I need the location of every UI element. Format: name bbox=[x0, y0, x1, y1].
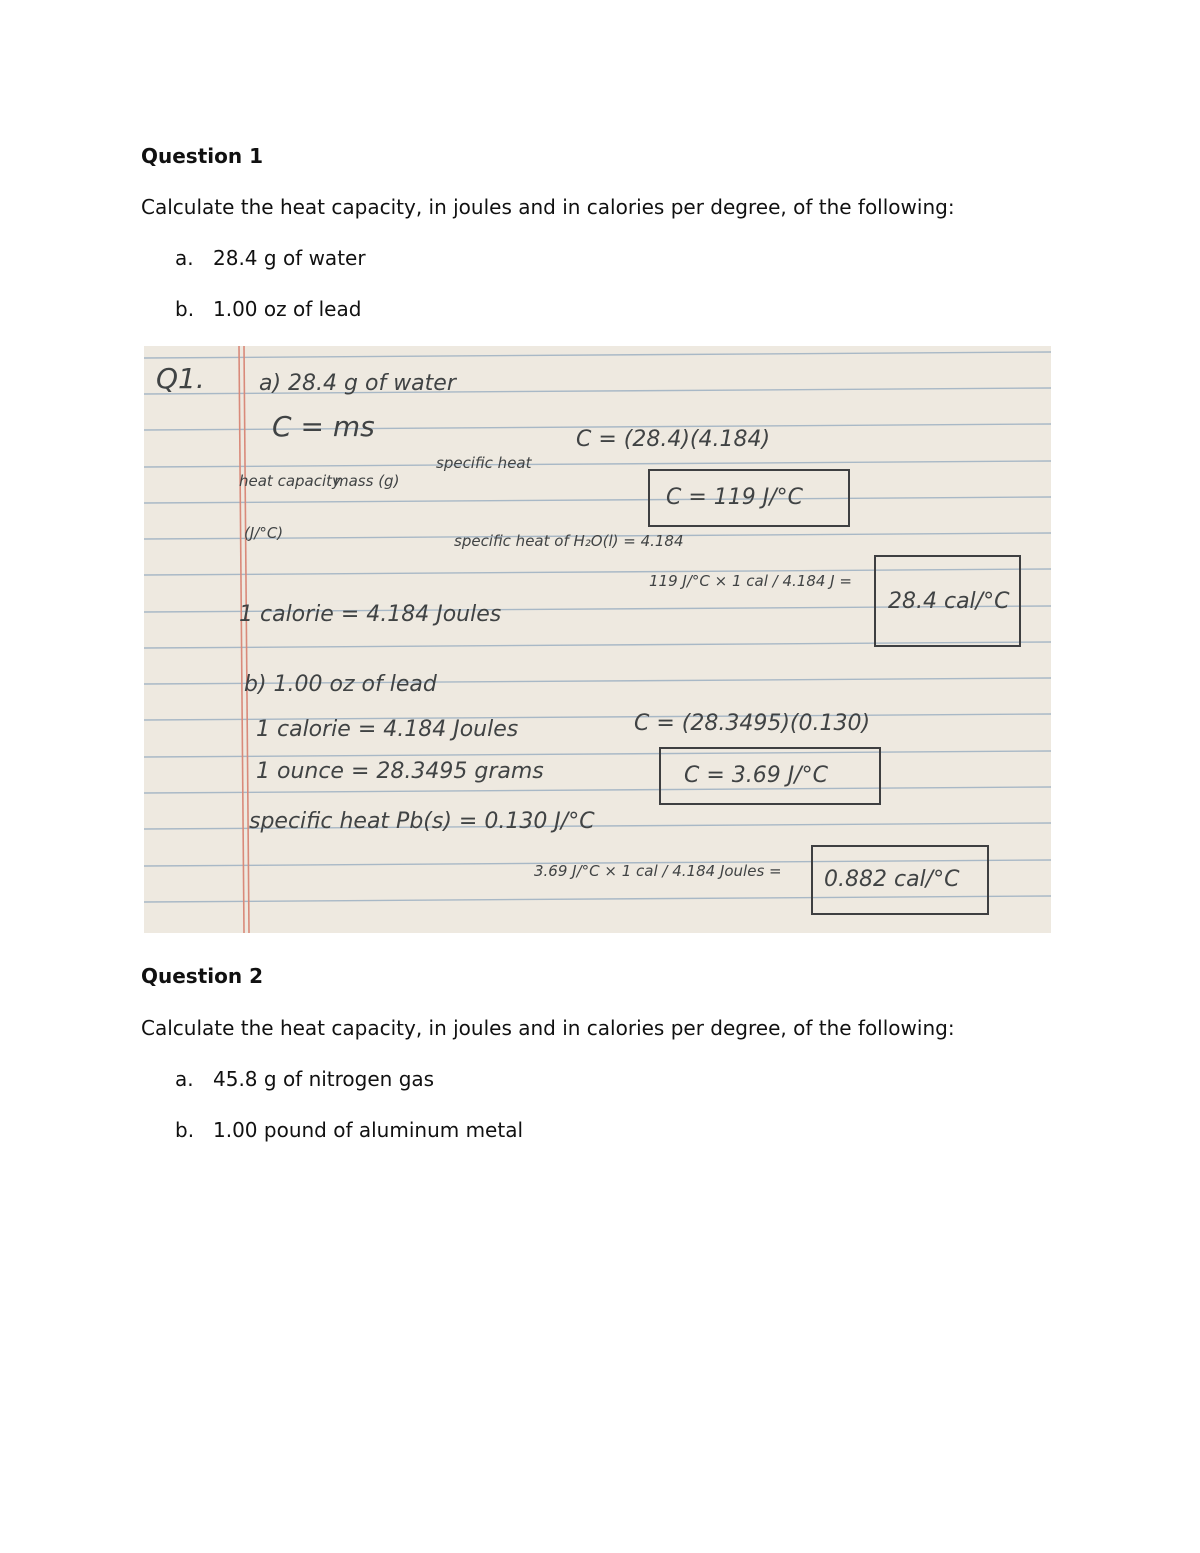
heat-capacity-label: heat capacity bbox=[239, 472, 341, 490]
question-1-prompt: Calculate the heat capacity, in joules and in calories per degree, of the following: bbox=[141, 195, 955, 219]
calorie-definition-a: 1 calorie = 4.184 Joules bbox=[239, 602, 502, 627]
calorie-definition-b: 1 calorie = 4.184 Joules bbox=[256, 717, 519, 742]
question-1-item-b bbox=[175, 297, 361, 321]
specific-heat-label: specific heat bbox=[436, 454, 532, 472]
item-text: 28.4 g of water bbox=[213, 246, 366, 270]
q1-label: Q1. bbox=[156, 362, 205, 395]
ounce-definition: 1 ounce = 28.3495 grams bbox=[256, 759, 544, 784]
handwritten-notes-photo bbox=[144, 346, 1051, 933]
item-text: 1.00 oz of lead bbox=[213, 297, 362, 321]
specific-heat-lead: specific heat Pb(s) = 0.130 J/°C bbox=[249, 809, 595, 834]
result-joules-b: C = 3.69 J/°C bbox=[684, 763, 829, 788]
question-2-heading: Question 2 bbox=[141, 964, 263, 988]
result-joules-a: C = 119 J/°C bbox=[666, 485, 804, 510]
item-marker: a. bbox=[175, 246, 194, 270]
notebook-drawing bbox=[144, 346, 1051, 933]
heat-capacity-units: (J/°C) bbox=[244, 524, 284, 542]
mass-label: mass (g) bbox=[334, 472, 400, 490]
conversion-b: 3.69 J/°C × 1 cal / 4.184 Joules = bbox=[534, 862, 782, 880]
result-calories-a: 28.4 cal/°C bbox=[888, 589, 1010, 614]
question-1-heading: Question 1 bbox=[141, 144, 263, 168]
question-2-item-b bbox=[175, 1118, 523, 1142]
substitution-a: C = (28.4)(4.184) bbox=[576, 427, 771, 452]
item-marker: b. bbox=[175, 297, 195, 321]
specific-heat-water: specific heat of H₂O(l) = 4.184 bbox=[454, 532, 684, 550]
formula: C = ms bbox=[272, 410, 375, 443]
question-2-item-a bbox=[175, 1067, 434, 1091]
part-b-title: b) 1.00 oz of lead bbox=[244, 672, 437, 697]
question-2-prompt: Calculate the heat capacity, in joules and in calories per degree, of the following: bbox=[141, 1016, 955, 1040]
question-1-item-a bbox=[175, 246, 366, 270]
part-a-title: a) 28.4 g of water bbox=[259, 371, 456, 396]
substitution-b: C = (28.3495)(0.130) bbox=[634, 711, 871, 736]
item-text: 1.00 pound of aluminum metal bbox=[213, 1118, 524, 1142]
item-text: 45.8 g of nitrogen gas bbox=[213, 1067, 435, 1091]
item-marker: a. bbox=[175, 1067, 194, 1091]
result-calories-b: 0.882 cal/°C bbox=[824, 867, 960, 892]
item-marker: b. bbox=[175, 1118, 195, 1142]
conversion-a: 119 J/°C × 1 cal / 4.184 J = bbox=[649, 572, 852, 590]
